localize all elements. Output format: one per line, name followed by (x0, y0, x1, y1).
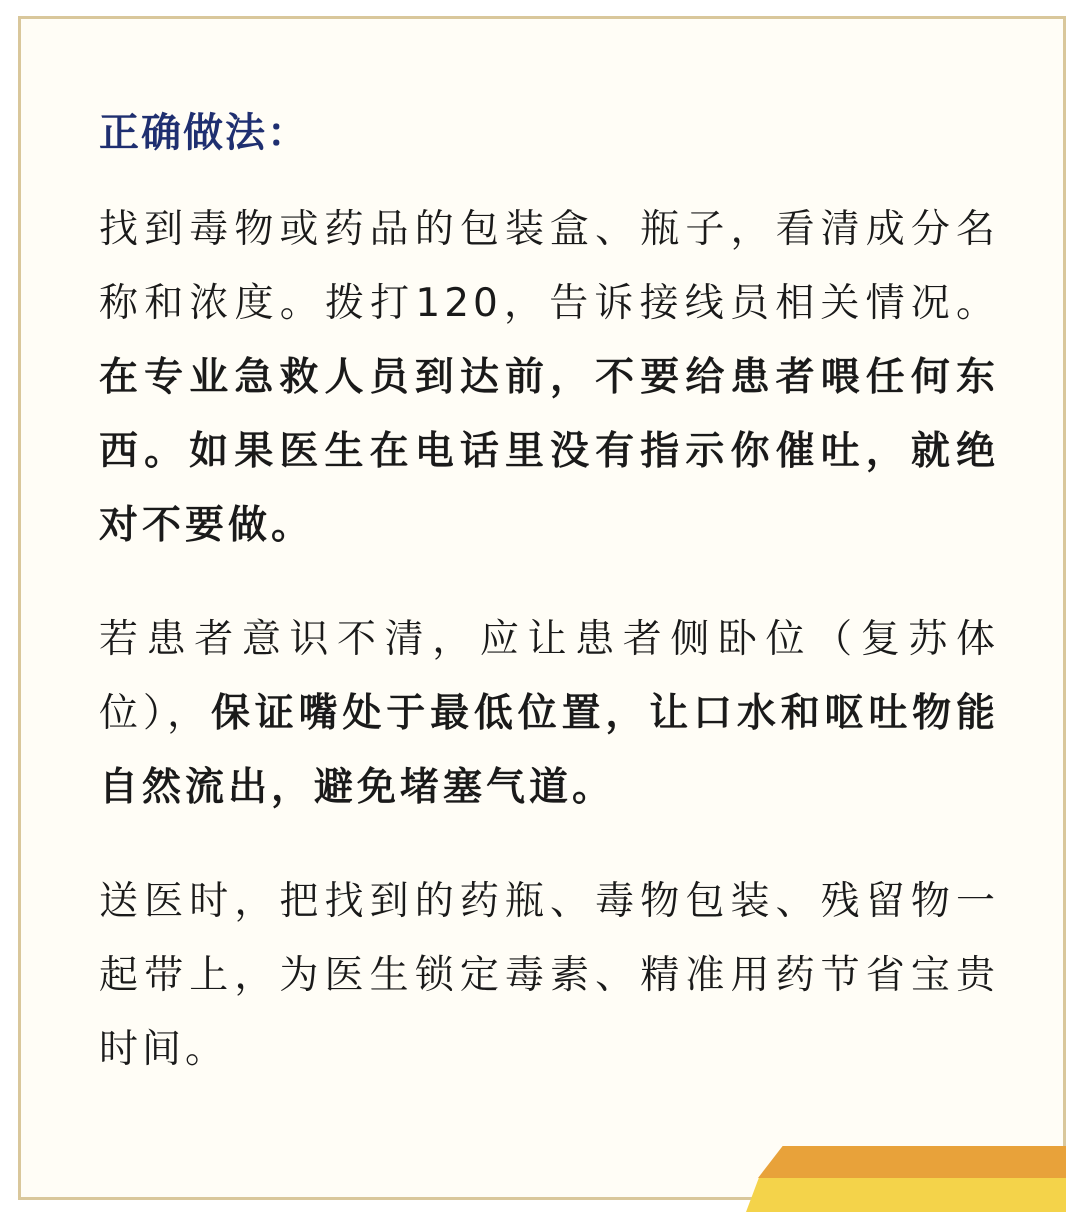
section-heading: 正确做法： (99, 110, 309, 156)
paragraph-1-bold: 在专业急救人员到达前，不要给患者喂任何东西。如果医生在电话里没有指示你催吐，就绝对不要做。 (99, 355, 999, 548)
decorative-ribbon-yellow (746, 1178, 1066, 1212)
content-card (18, 16, 1066, 1200)
paragraph-2 (99, 603, 999, 825)
paragraph-3 (99, 865, 999, 1087)
paragraph-1-text: 找到毒物或药品的包装盒、瓶子，看清成分名称和浓度。拨打120，告诉接线员相关情况。 (99, 207, 999, 326)
paragraph-2-text: 若患者意识不清，应让患者侧卧位（复苏体位）， (99, 617, 999, 736)
decorative-ribbon-gold (758, 1146, 1066, 1178)
paragraph-2-bold: 保证嘴处于最低位置，让口水和呕吐物能自然流出，避免堵塞气道。 (99, 691, 999, 810)
paragraph-1 (99, 193, 999, 563)
article-content (99, 103, 999, 1127)
paragraph-3-text: 送医时，把找到的药瓶、毒物包装、残留物一起带上，为医生锁定毒素、精准用药节省宝贵时间。 (99, 879, 999, 1072)
